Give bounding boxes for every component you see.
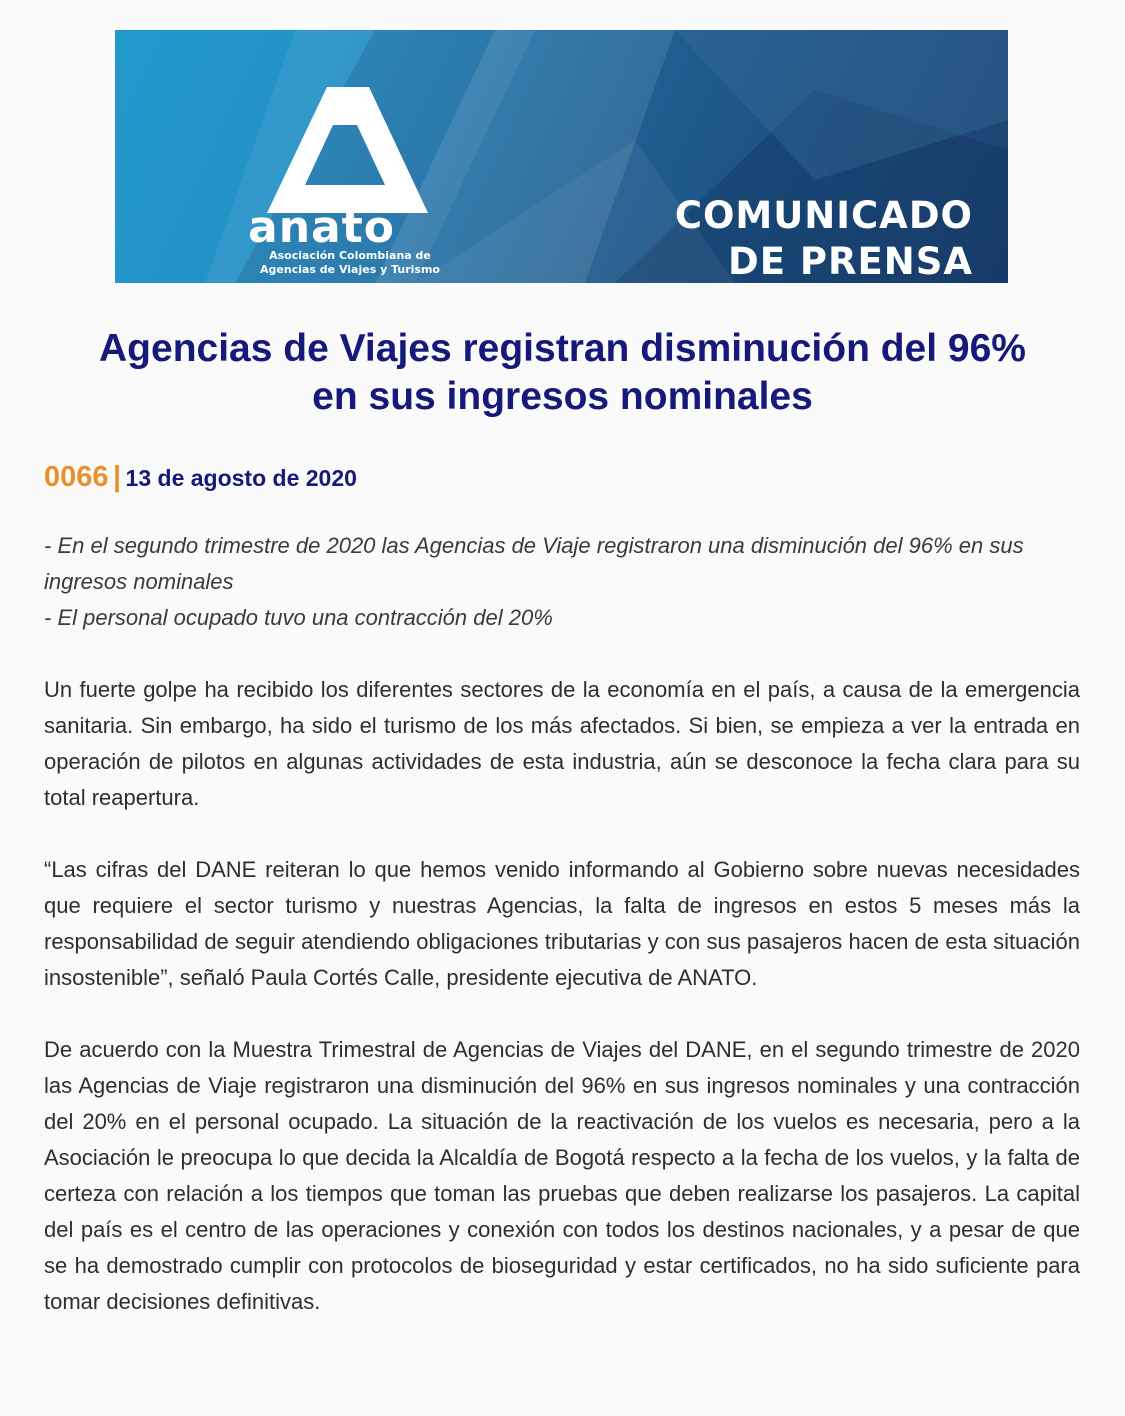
headline-line-2: en sus ingresos nominales <box>312 375 813 418</box>
body-paragraph: De acuerdo con la Muestra Trimestral de Agencias de Viajes del DANE, en el segundo trimestre de 2020 las Agencias de Viaje registraron una disminución del 96% en sus ingresos nominales y una contracción del 20% en el personal ocupado. La situación de la reactivación de los vuelos es necesaria, pero a la Asociación le preocupa lo que decida la Alcaldía de Bogotá respecto a la fecha de los vuelos, y la falta de certeza con relación a los tiempos que toman las pruebas que deben realizarse los pasajeros. La capital del país es el centro de las operaciones y conexión con todos los destinos nacionales, y a pesar de que se ha demostrado cumplir con protocolos de bioseguridad y estar certificados, no ha sido suficiente para tomar decisiones definitivas. <box>44 1037 1080 1314</box>
body-paragraph-quote: “Las cifras del DANE reiteran lo que hemos venido informando al Gobierno sobre nuevas necesidades que requiere el sector turismo y nuestras Agencias, la falta de ingresos en estos 5 meses más la responsabilidad de seguir atendiendo obligaciones tributarias y con sus pasajeros hacen de esta situación insostenible”, señaló Paula Cortés Calle, presidente ejecutiva de ANATO. <box>44 857 1080 990</box>
anato-logo-icon <box>265 85 430 215</box>
press-release-banner <box>115 30 1008 283</box>
logo-subtitle-line-2: Agencias de Viajes y Turismo <box>260 263 440 276</box>
logo-wordmark: anato <box>248 202 395 253</box>
logo-subtitle-line-1: Asociación Colombiana de <box>269 249 431 262</box>
release-meta <box>44 461 357 494</box>
release-date: 13 de agosto de 2020 <box>125 465 357 491</box>
banner-title-line-1: COMUNICADO <box>674 194 973 237</box>
meta-separator: | <box>112 461 122 493</box>
summary-bullets <box>44 528 1080 636</box>
banner-title-line-2: DE PRENSA <box>727 240 973 283</box>
summary-bullet: - En el segundo trimestre de 2020 las Agencias de Viaje registraron una disminución del 96% en sus ingresos nominales <box>44 533 1024 594</box>
banner-title <box>675 193 973 283</box>
release-number: 0066 <box>44 461 109 493</box>
summary-bullet: - El personal ocupado tuvo una contracción del 20% <box>44 605 553 630</box>
headline-line-1: Agencias de Viajes registran disminución del 96% <box>99 327 1026 370</box>
body-paragraph: Un fuerte golpe ha recibido los diferentes sectores de la economía en el país, a causa de la emergencia sanitaria. Sin embargo, ha sido el turismo de los más afectados. Si bien, se empieza a ver la entrada en operación de pilotos en algunas actividades de esta industria, aún se desconoce la fecha clara para su total reapertura. <box>44 677 1080 810</box>
headline <box>40 325 1085 421</box>
logo-subtitle <box>250 249 450 277</box>
